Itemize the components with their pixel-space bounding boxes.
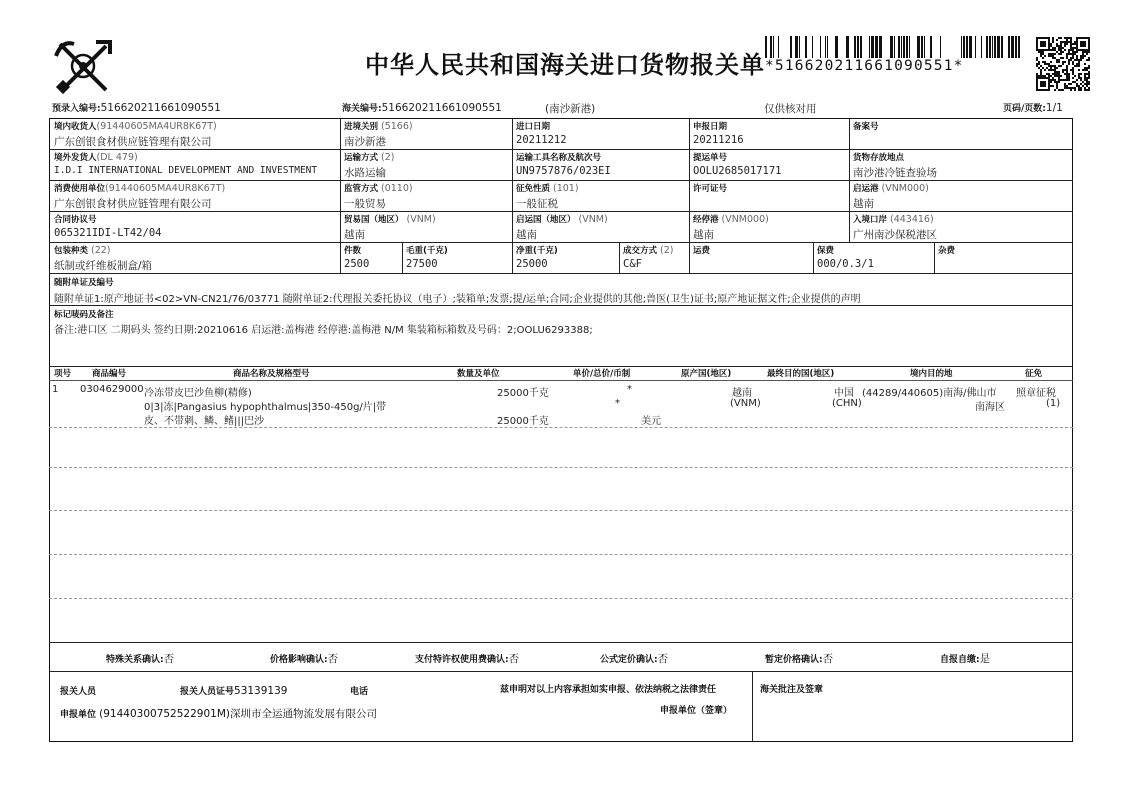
record-no-label: 备案号	[853, 122, 879, 132]
tax-nature-value: 一般征税	[516, 198, 558, 210]
vessel-label: 运输工具名称及航次号	[516, 153, 602, 163]
entry-port-value: 广州南沙保税港区	[853, 229, 937, 241]
customs-emblem-icon	[52, 36, 114, 96]
bl-label: 提运单号	[693, 153, 728, 163]
freight-label: 运费	[693, 246, 711, 256]
supervision-label: 监管方式 (0110)	[344, 183, 413, 194]
misc-fee-label: 杂费	[938, 246, 956, 256]
declarant-label: 报关人员	[60, 687, 97, 697]
port-name: (南沙新港)	[545, 103, 596, 115]
qr-code-icon	[1036, 37, 1090, 91]
col-price: 单价/总价/币制	[573, 369, 631, 379]
provisional-price-confirm: 暂定价格确认:否	[765, 653, 834, 665]
trade-country-label: 贸易国（地区） (VNM)	[344, 214, 436, 225]
supervision-value: 一般贸易	[344, 198, 386, 210]
marks-value: 备注:港口区 二期码头 签约日期:20210616 启运港:盖梅港 经停港:盖梅港 N/M 集装箱标箱数及号码：2;OOLU6293388;	[54, 325, 593, 336]
gross-weight-label: 毛重(千克)	[406, 246, 448, 256]
marks-label: 标记唛码及备注	[54, 310, 114, 320]
goods-qty-1: 25000千克	[497, 388, 549, 399]
declaration-statement: 兹申明对以上内容承担如实申报、依法纳税之法律责任	[500, 685, 717, 695]
verify-note: 仅供核对用	[764, 103, 817, 115]
consignee-label: 境内收货人(91440605MA4UR8K67T)	[54, 121, 217, 132]
col-tax: 征免	[1025, 369, 1043, 379]
user-value: 广东创银食材供应链管理有限公司	[54, 198, 212, 210]
goods-name: 冷冻带皮巴沙鱼柳(精修)	[144, 388, 252, 399]
package-label: 包装种类 (22)	[54, 245, 111, 256]
agent-seal-label: 申报单位（签章）	[660, 706, 733, 716]
declarant-cert: 报关人员证号53139139	[180, 685, 288, 697]
customs-annotation-label: 海关批注及签章	[760, 685, 824, 695]
pieces-value: 2500	[344, 258, 370, 270]
agent: 申报单位 (91440300752522901M)深圳市全运通物流发展有限公司	[60, 708, 377, 720]
goods-domestic-dest: (44289/440605)南海/佛山市	[862, 388, 997, 399]
royalty-confirm: 支付特许权使用费确认:否	[415, 653, 520, 665]
shipper-value: I.D.I INTERNATIONAL DEVELOPMENT AND INVESTMENT	[54, 165, 318, 176]
net-weight-value: 25000	[516, 258, 548, 270]
origin-country-value: 越南	[516, 229, 537, 241]
tax-nature-label: 征免性质 (101)	[516, 183, 579, 194]
consignee-value: 广东创银食材供应链管理有限公司	[54, 136, 212, 148]
entry-customs-label: 进境关别 (5166)	[344, 121, 413, 132]
col-qty-unit: 数量及单位	[457, 369, 500, 379]
import-date-value: 20211212	[516, 134, 567, 146]
package-value: 纸制或纤维板制盒/箱	[54, 260, 153, 272]
goods-unit-price: *	[627, 384, 632, 395]
contract-label: 合同协议号	[54, 215, 97, 225]
goods-tax-method: 照章征税	[1016, 388, 1056, 399]
insurance-label: 保费	[817, 246, 835, 256]
col-hs-code: 商品编号	[92, 369, 127, 379]
goods-hs-code: 0304629000	[80, 384, 144, 395]
special-relation-confirm: 特殊关系确认:否	[106, 653, 175, 665]
self-pay-confirm: 自报自缴:是	[940, 653, 991, 665]
trade-country-value: 越南	[344, 229, 365, 241]
departure-port-value: 越南	[853, 198, 874, 210]
goods-spec-1: 0|3|冻|Pangasius hypophthalmus|350-450g/片|带	[144, 402, 387, 413]
import-date-label: 进口日期	[516, 122, 551, 132]
col-domestic-dest: 境内目的地	[910, 369, 953, 379]
goods-destination: 中国	[834, 388, 854, 399]
col-item-no: 项号	[54, 369, 72, 379]
phone-label: 电话	[350, 687, 369, 697]
documents-value: 随附单证1:原产地证书<02>VN-CN21/76/03771 随附单证2:代理报关委托协议（电子）;装箱单;发票;提/运单;合同;企业提供的其他;兽医(卫生)证书;原产地证据文件;企业提供的声明	[54, 294, 861, 305]
user-label: 消费使用单位(91440605MA4UR8K67T)	[54, 183, 226, 194]
goods-total-price: *	[615, 398, 620, 409]
pieces-label: 件数	[344, 246, 362, 256]
gross-weight-value: 27500	[406, 258, 438, 270]
col-destination: 最终目的国(地区)	[767, 369, 835, 379]
col-origin: 原产国(地区)	[681, 369, 732, 379]
declare-date-label: 申报日期	[693, 122, 728, 132]
page-count: 页码/页数:1/1	[1003, 102, 1063, 114]
goods-item-no: 1	[52, 384, 59, 395]
goods-domestic-district: 南海区	[975, 402, 1005, 413]
storage-label: 货物存放地点	[853, 153, 905, 163]
price-impact-confirm: 价格影响确认:否	[270, 653, 339, 665]
insurance-value: 000/0.3/1	[817, 258, 874, 270]
bl-value: OOLU2685017171	[693, 165, 782, 177]
entry-customs-value: 南沙新港	[344, 136, 386, 148]
origin-country-label: 启运国（地区） (VNM)	[516, 214, 608, 225]
goods-tax-code: (1)	[1046, 398, 1061, 409]
shipper-label: 境外发货人(DL 479)	[54, 152, 138, 163]
transit-port-label: 经停港 (VNM000)	[693, 214, 769, 225]
vessel-value: UN9757876/023EI	[516, 165, 611, 177]
goods-currency: 美元	[641, 416, 661, 427]
document-title: 中华人民共和国海关进口货物报关单	[365, 51, 765, 79]
departure-port-label: 启运港 (VNM000)	[853, 183, 929, 194]
terms-label: 成交方式 (2)	[623, 245, 674, 256]
goods-destination-code: (CHN)	[832, 398, 862, 409]
transport-mode-value: 水路运输	[344, 167, 386, 179]
declare-date-value: 20211216	[693, 134, 744, 146]
transit-port-value: 越南	[693, 229, 714, 241]
col-name-spec: 商品名称及规格型号	[233, 369, 310, 379]
documents-label: 随附单证及编号	[54, 278, 114, 288]
contract-value: 065321IDI-LT42/04	[54, 227, 162, 239]
entry-port-label: 入境口岸 (443416)	[853, 214, 934, 225]
goods-qty-2: 25000千克	[497, 416, 549, 427]
goods-spec-2: 皮、不带刺、鳞、鳍|||巴沙	[144, 416, 265, 427]
formula-pricing-confirm: 公式定价确认:否	[600, 653, 669, 665]
terms-value: C&F	[623, 258, 642, 270]
goods-origin-code: (VNM)	[730, 398, 761, 409]
transport-mode-label: 运输方式 (2)	[344, 152, 395, 163]
license-label: 许可证号	[693, 184, 728, 194]
pre-entry-number: 预录入编号:516620211661090551	[52, 102, 221, 114]
customs-number: 海关编号:516620211661090551	[342, 102, 502, 114]
barcode-number: *516620211661090551*	[765, 58, 964, 74]
net-weight-label: 净重(千克)	[516, 246, 558, 256]
goods-origin: 越南	[732, 388, 752, 399]
barcode-icon	[765, 36, 1023, 58]
storage-value: 南沙港冷链查验场	[853, 167, 937, 179]
